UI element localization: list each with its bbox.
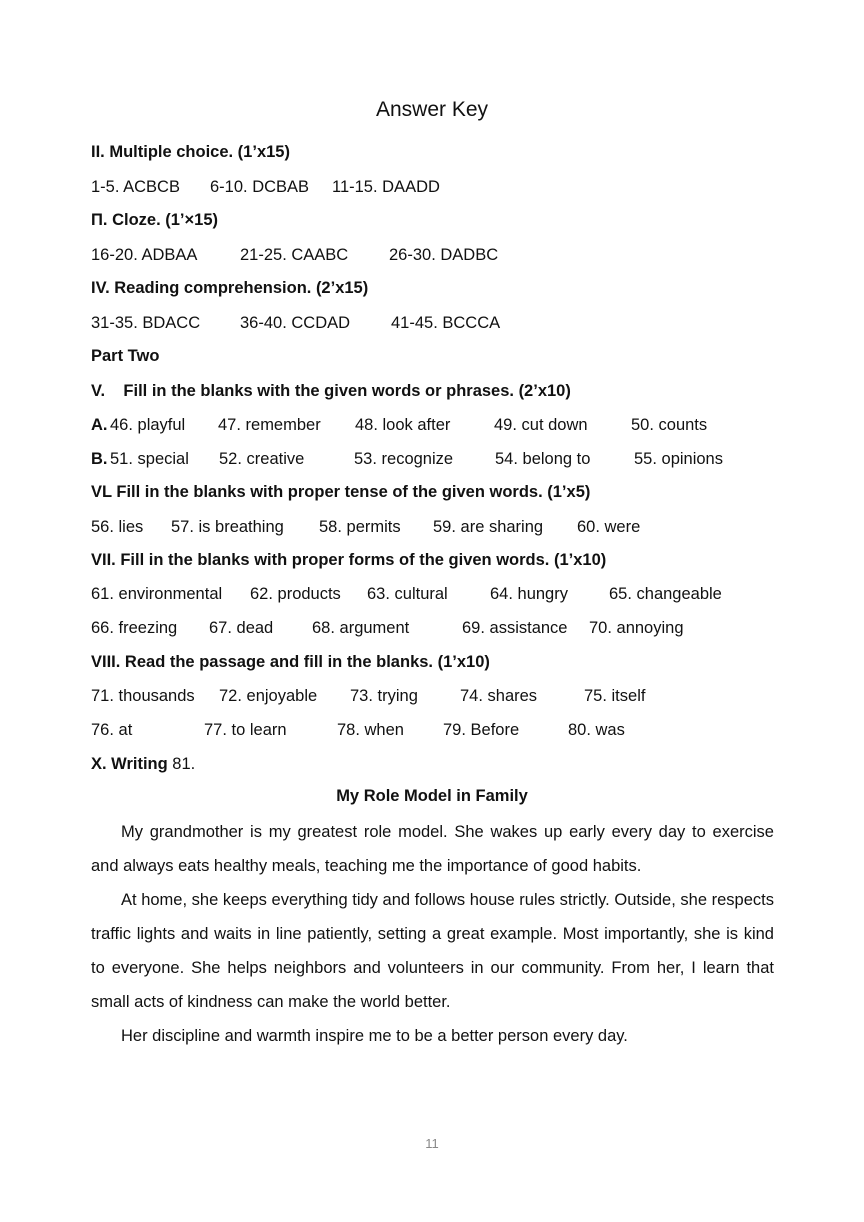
answer-row-v-b [91,448,723,470]
answer-item: 80. was [568,721,625,739]
answer-row-reading [91,312,501,334]
section-heading-multiple-choice: II. Multiple choice. (1’x15) [91,143,290,161]
answer-item: 58. permits [319,518,401,536]
answer-item: 64. hungry [490,585,568,603]
answer-item: 31-35. BDACC [91,314,201,332]
answer-item: 1-5. ACBCB [91,178,180,196]
section-heading-cloze: Π. Cloze. (1’×15) [91,211,218,229]
answer-item: 78. when [337,721,404,739]
section-heading-proper-tense: VL Fill in the blanks with proper tense of the given words. (1’x5) [91,483,591,501]
answer-row-passage-2 [91,719,625,741]
answer-item: 79. Before [443,721,520,739]
row-label-b: B. [91,450,108,468]
page-title: Answer Key [375,98,489,121]
answer-item: 61. environmental [91,585,223,603]
part-two-heading: Part Two [91,347,160,365]
answer-item: 70. annoying [589,619,684,637]
answer-item: 74. shares [460,687,538,705]
answer-row-cloze [91,244,499,266]
answer-item: 75. itself [584,687,646,705]
answer-item: 52. creative [219,450,305,468]
answer-item: 51. special [110,450,189,468]
question-number: 81. [172,755,196,773]
page-number: 11 [425,1136,439,1151]
essay-title: My Role Model in Family [336,787,528,805]
answer-item: 77. to learn [204,721,287,739]
section-heading-reading: IV. Reading comprehension. (2’x15) [91,279,369,297]
essay-paragraph-2: At home, she keeps everything tidy and follows house rules strictly. Outside, she respects traffic lights and waits in line patiently, setting a great example. Most importantly, she is kind to everyone. She helps neighbors and volunteers in our community. From her, I learn that small acts of kindness can make the world better. [91,891,774,1011]
answer-item: 69. assistance [462,619,568,637]
answer-item: 46. playful [110,416,186,434]
answer-row-passage-1 [91,685,646,707]
answer-item: 59. are sharing [433,518,544,536]
answer-row-proper-forms-2 [91,617,684,639]
answer-item: 63. cultural [367,585,448,603]
answer-item: 71. thousands [91,687,195,705]
answer-item: 21-25. CAABC [240,246,349,264]
answer-item: 36-40. CCDAD [240,314,351,332]
answer-item: 47. remember [218,416,321,434]
answer-item: 41-45. BCCCA [391,314,501,332]
answer-item: 72. enjoyable [219,687,318,705]
answer-item: 56. lies [91,518,144,536]
row-label-a: A. [91,416,108,434]
answer-item: 54. belong to [495,450,591,468]
answer-item: 76. at [91,721,133,739]
section-heading-writing-row [91,753,195,775]
section-heading-fill-given-words: V. Fill in the blanks with the given words or phrases. (2’x10) [91,382,571,400]
answer-item: 60. were [577,518,641,536]
answer-item: 73. trying [350,687,418,705]
section-heading-writing: X. Writing [91,755,168,773]
answer-item: 67. dead [209,619,274,637]
answer-item: 16-20. ADBAA [91,246,198,264]
answer-item: 66. freezing [91,619,178,637]
answer-row-proper-forms-1 [91,583,722,605]
answer-item: 11-15. DAADD [332,178,440,196]
answer-item: 26-30. DADBC [389,246,499,264]
answer-row-multiple-choice [91,176,440,198]
answer-item: 62. products [250,585,341,603]
answer-item: 6-10. DCBAB [210,178,310,196]
answer-item: 49. cut down [494,416,588,434]
answer-item: 50. counts [631,416,708,434]
essay-paragraph-3: Her discipline and warmth inspire me to be a better person every day. [121,1027,628,1045]
answer-row-proper-tense [91,516,641,538]
essay-paragraph-1: My grandmother is my greatest role model. She wakes up early every day to exercise and always eats healthy meals, teaching me the importance of good habits. [91,823,774,875]
answer-item: 48. look after [355,416,451,434]
section-heading-passage-blanks: VIII. Read the passage and fill in the blanks. (1’x10) [91,653,490,671]
answer-item: 65. changeable [609,585,722,603]
section-heading-proper-forms: VII. Fill in the blanks with proper forms of the given words. (1’x10) [91,551,607,569]
answer-item: 68. argument [312,619,410,637]
answer-row-v-a [91,414,708,436]
answer-item: 55. opinions [634,450,723,468]
answer-item: 57. is breathing [171,518,284,536]
answer-item: 53. recognize [354,450,454,468]
